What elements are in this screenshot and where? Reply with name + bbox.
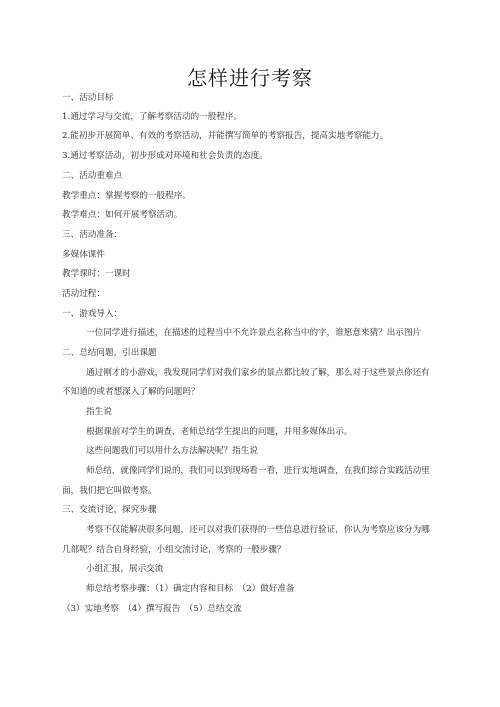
paragraph-line: 小组汇报，展示交流 <box>86 564 164 574</box>
key-point-text: 教学重点：掌握考察的一般程序。 <box>62 191 191 201</box>
paragraph-line: 师总结考察步骤：（1）确定内容和目标 （2）做好准备 <box>86 584 295 594</box>
paragraph-line: 指生说 <box>86 407 112 417</box>
paragraph-line: 不知道的或者想深入了解的问题吗？ <box>62 387 200 397</box>
paragraph-line: 师总结，就像同学们说的，我们可以到现场看一看，进行实地调查，在我们综合实践活动里 <box>86 466 430 476</box>
step-heading-game: 一、游戏导入： <box>62 309 123 319</box>
paragraph-line: 根据课前对学生的调查，老师总结学生提出的问题，并用多媒体出示。 <box>86 427 353 437</box>
step-heading-summary: 二、总结问题，引出课题 <box>62 348 157 358</box>
goal-item-1: 1.通过学习与交流，了解考察活动的一般程序。 <box>62 112 243 122</box>
paragraph-line: 通过刚才的小游戏，我发现同学们对我们家乡的景点都比较了解，那么对于这些景点你还有 <box>86 368 430 378</box>
goal-item-3: 3.通过考察活动，初步形成对环境和社会负责的态度。 <box>62 151 268 161</box>
process-heading: 活动过程： <box>62 289 105 299</box>
lesson-hours: 教学课时：一课时 <box>62 269 131 279</box>
paragraph-line: 一位同学进行描述，在描述的过程当中不允许景点名称当中的字，谁愿意来猜？出示图片 <box>86 328 422 338</box>
paragraph-line: 考察不仅能解决很多问题，还可以对我们获得的一些信息进行验证，你认为考察应该分为哪 <box>86 525 430 535</box>
goal-item-2: 2.能初步开展简单、有效的考察活动，并能撰写简单的考察报告，提高实地考察能力。 <box>62 131 389 141</box>
section-heading-preparation: 三、活动准备： <box>62 230 123 240</box>
difficult-point-text: 教学难点：如何开展考察活动。 <box>62 210 183 220</box>
paragraph-line: （3）实地考察 （4）撰写报告 （5）总结交流 <box>62 604 242 614</box>
step-heading-discussion: 三、交流讨论，探究步骤 <box>62 505 157 515</box>
paragraph-line: 这些问题我们可以用什么方法解决呢？指生说 <box>86 446 258 456</box>
paragraph-line: 几部呢？结合自身经验，小组交流讨论，考察的一般步骤？ <box>62 545 286 555</box>
page-title: 怎样进行考察 <box>187 66 313 90</box>
section-heading-goals: 一、活动目标 <box>62 93 114 103</box>
section-heading-key-points: 二、活动重难点 <box>62 171 123 181</box>
preparation-item: 多媒体课件 <box>62 250 105 260</box>
paragraph-line: 面，我们把它叫做考察。 <box>62 486 157 496</box>
